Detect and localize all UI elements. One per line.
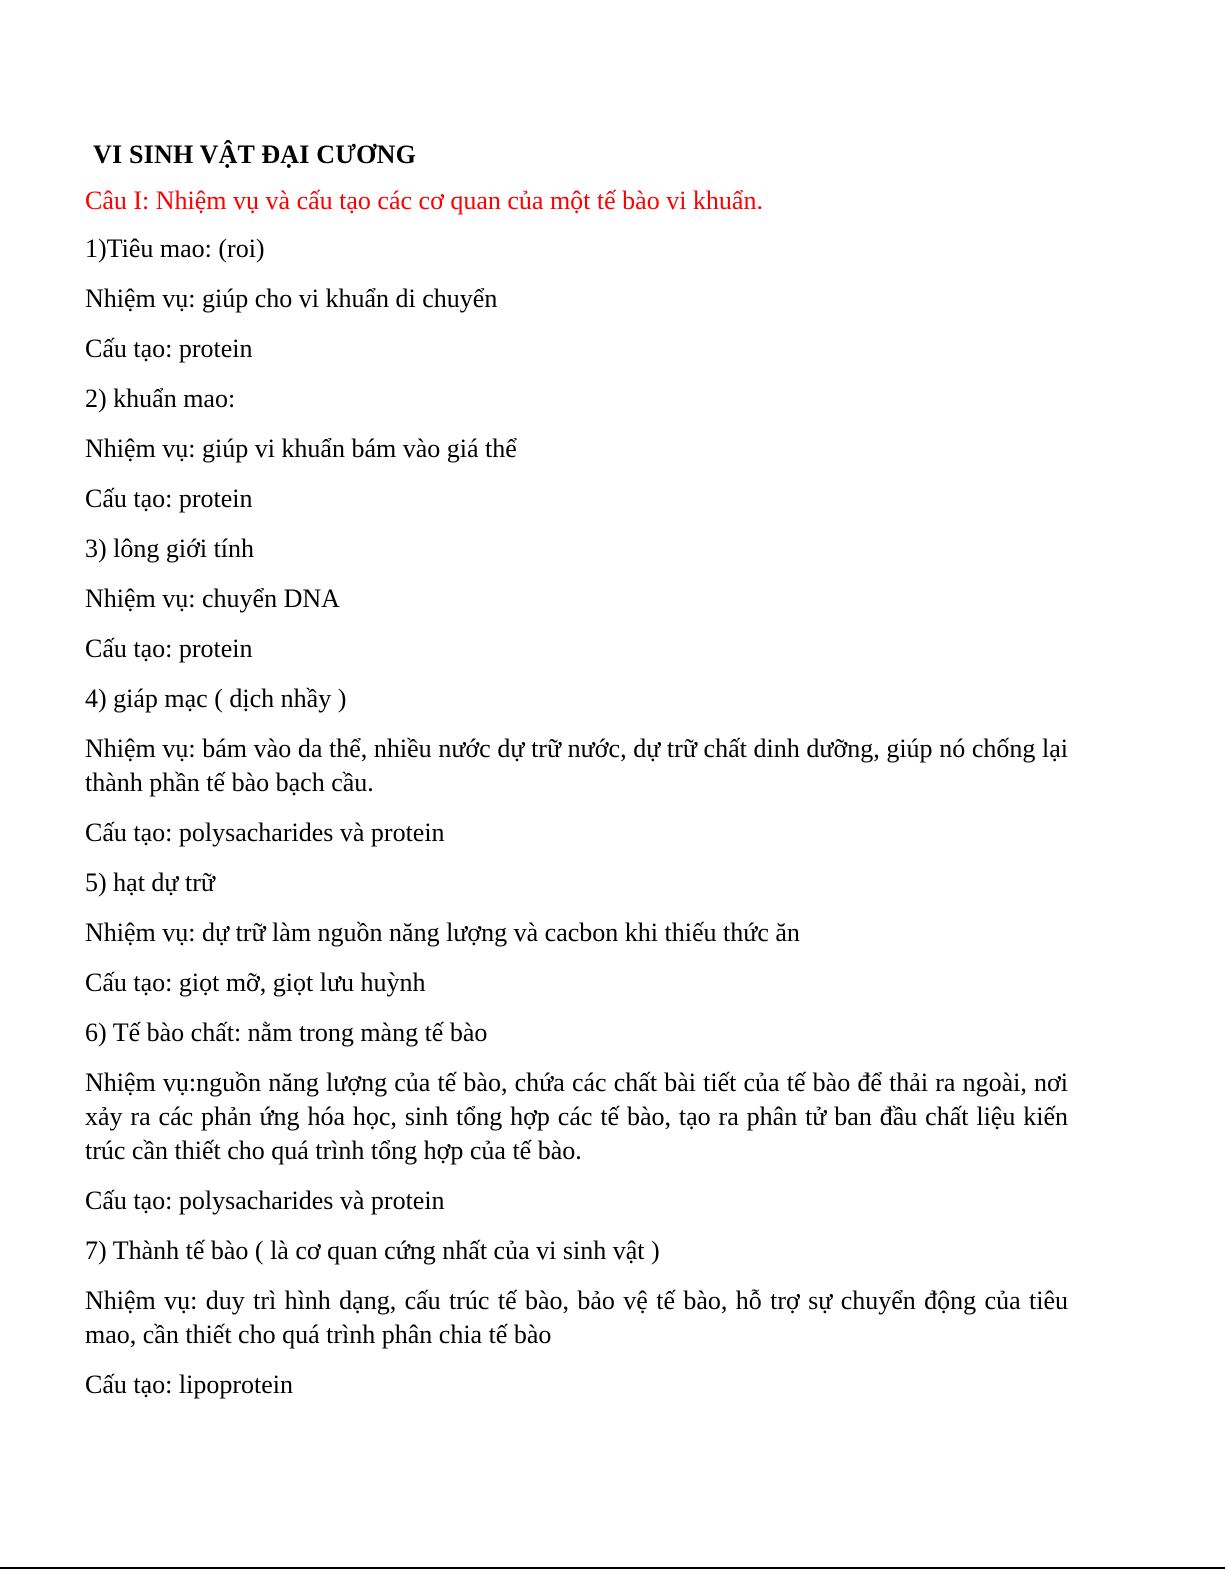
- document-title: VI SINH VẬT ĐẠI CƯƠNG: [93, 140, 416, 169]
- paragraph: Cấu tạo: polysacharides và protein: [85, 818, 445, 847]
- paragraph: 3) lông giới tính: [85, 534, 255, 563]
- paragraph: 7) Thành tế bào ( là cơ quan cứng nhất của vi sinh vật ): [85, 1236, 660, 1265]
- paragraph: Nhiệm vụ:nguồn năng lượng của tế bào, chứa các chất bài tiết của tế bào để thải ra ngoài, nơi xảy ra các phản ứng hóa học, sinh tổng hợp các tế bào, tạo ra phân tử ban đầu chất liệu kiến trúc cần thiết cho quá trình tổng hợp của tế bào.: [85, 1068, 1068, 1165]
- paragraph: Nhiệm vụ: dự trữ làm nguồn năng lượng và cacbon khi thiếu thức ăn: [85, 918, 800, 947]
- paragraph: Cấu tạo: polysacharides và protein: [85, 1186, 445, 1215]
- paragraph: 5) hạt dự trữ: [85, 868, 215, 897]
- paragraph: 1)Tiêu mao: (roi): [85, 234, 265, 263]
- document-page: [85, 138, 1068, 1418]
- paragraph: Cấu tạo: lipoprotein: [85, 1370, 293, 1399]
- paragraph: Nhiệm vụ: giúp cho vi khuẩn di chuyển: [85, 284, 498, 313]
- paragraph: Nhiệm vụ: giúp vi khuẩn bám vào giá thể: [85, 434, 517, 463]
- paragraph: Cấu tạo: protein: [85, 634, 253, 663]
- paragraph: Cấu tạo: protein: [85, 334, 253, 363]
- paragraph: Nhiệm vụ: chuyển DNA: [85, 584, 340, 613]
- content-body: [85, 232, 1068, 1402]
- paragraph: Nhiệm vụ: bám vào da thể, nhiều nước dự trữ nước, dự trữ chất dinh dưỡng, giúp nó chống lại thành phần tế bào bạch cầu.: [85, 734, 1068, 797]
- paragraph: 2) khuẩn mao:: [85, 384, 236, 413]
- paragraph: Cấu tạo: protein: [85, 484, 253, 513]
- page-bottom-rule: [0, 1567, 1225, 1569]
- paragraph: Nhiệm vụ: duy trì hình dạng, cấu trúc tế bào, bảo vệ tế bào, hỗ trợ sự chuyển động của tiêu mao, cần thiết cho quá trình phân chia tế bào: [85, 1286, 1068, 1349]
- paragraph: Cấu tạo: giọt mỡ, giọt lưu huỳnh: [85, 968, 426, 997]
- question-heading: Câu I: Nhiệm vụ và cấu tạo các cơ quan của một tế bào vi khuẩn.: [85, 186, 763, 215]
- paragraph: 6) Tế bào chất: nằm trong màng tế bào: [85, 1018, 488, 1047]
- paragraph: 4) giáp mạc ( dịch nhầy ): [85, 684, 347, 713]
